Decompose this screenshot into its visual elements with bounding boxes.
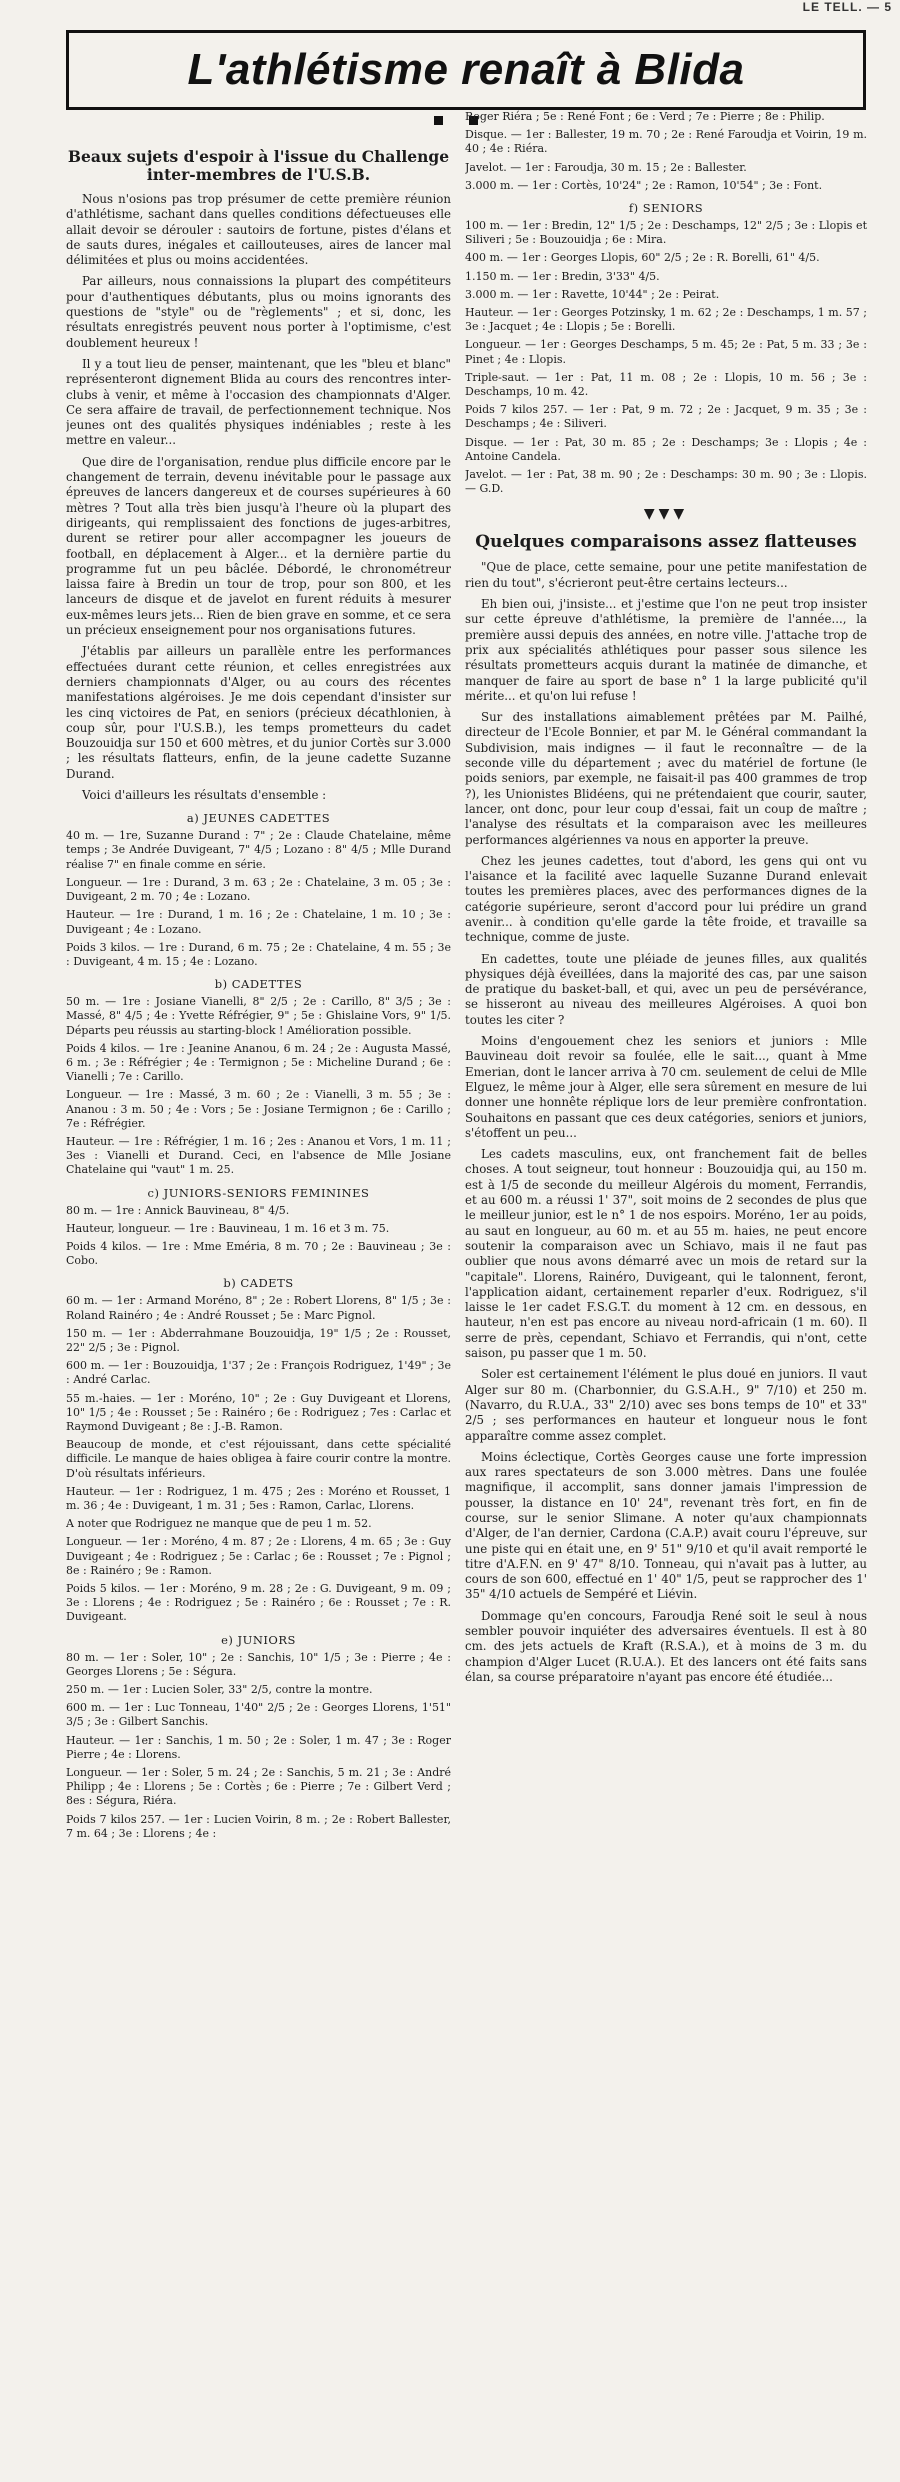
result-entry: Poids 4 kilos. — 1re : Mme Eméria, 8 m. 70 ; 2e : Bauvineau ; 3e : Cobo. bbox=[66, 1239, 451, 1268]
left-subhead: Beaux sujets d'espoir à l'issue du Challenge inter-membres de l'U.S.B. bbox=[67, 148, 450, 184]
result-entry: 1.150 m. — 1er : Bredin, 3'33" 4/5. bbox=[465, 269, 660, 283]
result-entry: 150 m. — 1er : Abderrahmane Bouzouidja, 19" 1/5 ; 2e : Rousset, 22" 2/5 ; 3e : Pignol. bbox=[66, 1326, 451, 1354]
result-entry: Roger Riéra ; 5e : René Font ; 6e : Verd ; 7e : Pierre ; 8e : Philip. bbox=[465, 110, 825, 123]
result-entry: 40 m. — 1re, Suzanne Durand : 7" ; 2e : Claude Chatelaine, même temps ; 3e Andrée Duvigeant, 7" 4/5 ; Lozano : 8" 4/5 ; Mlle Durand réalise 7" en finale comme en série. bbox=[66, 829, 451, 871]
result-entry: Poids 3 kilos. — 1re : Durand, 6 m. 75 ; 2e : Chatelaine, 4 m. 55 ; 3e : Duvigeant, 4 m. 15 ; 4e : Lozano. bbox=[66, 940, 451, 968]
section-heading: b) CADETS bbox=[223, 1276, 294, 1291]
result-entry: Poids 7 kilos 257. — 1er : Pat, 9 m. 72 ; 2e : Jacquet, 9 m. 35 ; 3e : Deschamps ; 4e : Siliveri. bbox=[465, 403, 867, 431]
paragraph: Chez les jeunes cadettes, tout d'abord, les gens qui ont vu l'aisance et la facilité avec laquelle Suzanne Durand enlevait toutes les premières places, avec des performances dignes de la catégorie supérieure, seront d'accord pour lui prédire un grand avenir... à condition qu'elle garde la tête froide, et travaille sa technique, comme de juste. bbox=[465, 853, 867, 945]
paragraph: "Que de place, cette semaine, pour une petite manifestation de rien du tout", s'écrieront peut-être certains lecteurs... bbox=[465, 560, 867, 590]
triangle-divider-icon: ▼▼▼ bbox=[643, 506, 689, 523]
paragraph: En cadettes, toute une pléiade de jeunes filles, aux qualités physiques déjà éveillées, dans la majorité des cas, par une saison de pratique du basket-ball, et qui, avec un peu de persévérance, se hisseront au niveau des meilleures Algéroises. A quoi bon toutes les citer ? bbox=[465, 951, 867, 1027]
result-entry: 250 m. — 1er : Lucien Soler, 33" 2/5, contre la montre. bbox=[66, 1683, 373, 1697]
result-entry: Longueur. — 1er : Georges Deschamps, 5 m. 45; 2e : Pat, 5 m. 33 ; 3e : Pinet ; 4e : Llopis. bbox=[465, 338, 867, 366]
result-entry: Hauteur. — 1er : Sanchis, 1 m. 50 ; 2e : Soler, 1 m. 47 ; 3e : Roger Pierre ; 4e : Llorens. bbox=[66, 1733, 451, 1761]
paragraph: Sur des installations aimablement prêtées par M. Pailhé, directeur de l'Ecole Bonnier, et par M. le Général commandant la Subdivision, mais indignes — il faut le reconnaître — de la seconde ville du département ; avec du matériel de fortune (le poids seniors, par exemple, ne faisait-il pas 400 grammes de trop ?), les Unionistes Blidéens, qui ne prétendaient que courir, sauter, lancer, ont donc, pour leur coup d'essai, fait un coup de maître ; l'analyse des résultats et la comparaison avec les meilleures performances algériennes va nous en apporter la preuve. bbox=[465, 710, 867, 847]
section-heading: a) JEUNES CADETTES bbox=[186, 811, 331, 826]
paragraph: Que dire de l'organisation, rendue plus difficile encore par le changement de terrain, devenu inévitable pour le passage aux épreuves de lancers dangereux et de courses supérieures à 60 mètres ? Tout alla très bien jusqu'à l'heure où la plupart des dirigeants, qui remplissaient des fonctions de juges-arbitres, durent se retirer pour aller accompagner les joueurs de football, en déplacement à Alger... et la dernière partie du programme fut un peu bâclée. Débordé, le chronométreur laissa faire à Bredin un tour de trop, pour son 800, et les lanceurs de disque et de javelot en furent réduits à mesurer eux-mêmes leurs jets... Rien de bien grave en somme, et ce sera un précieux enseignement pour nos organisations futures. bbox=[66, 454, 451, 638]
result-entry: 80 m. — 1re : Annick Bauvineau, 8" 4/5. bbox=[66, 1203, 290, 1217]
result-entry: Poids 4 kilos. — 1re : Jeanine Ananou, 6 m. 24 ; 2e : Augusta Massé, 6 m. ; 3e : Réfrégier ; 4e : Termignon ; 5e : Micheline Durand ; 6e : Vianelli ; 7e : Carillo. bbox=[66, 1041, 451, 1084]
result-entry: Javelot. — 1er : Pat, 38 m. 90 ; 2e : Deschamps: 30 m. 90 ; 3e : Llopis. — G.D. bbox=[465, 468, 867, 496]
result-entry: Javelot. — 1er : Faroudja, 30 m. 15 ; 2e : Ballester. bbox=[465, 160, 747, 174]
result-entry: 50 m. — 1re : Josiane Vianelli, 8" 2/5 ; 2e : Carillo, 8" 3/5 ; 3e : Massé, 8" 4/5 ; 4e : Yvette Réfrégier, 9" ; 5e : Ghislaine Vors, 9" 1/5. Départs peu réussis au starting-block ! Amélioration possible. bbox=[66, 995, 451, 1037]
paragraph: J'établis par ailleurs un parallèle entre les performances effectuées durant cette réunion, et celles enregistrées aux derniers championnats d'Alger, ou au cours des récentes manifestations algéroises. Je me dois cependant d'insister sur les cinq victoires de Pat, en seniors (précieux décathlonien, à coup sûr, pour l'U.S.B.), les temps prometteurs du cadet Bouzouidja sur 150 et 600 mètres, et du junior Cortès sur 3.000 ; les résultats flatteurs, enfin, de la jeune cadette Suzanne Durand. bbox=[66, 644, 451, 781]
left-column bbox=[66, 148, 451, 2482]
headline-box bbox=[66, 30, 866, 110]
result-entry: Poids 7 kilos 257. — 1er : Lucien Voirin, 8 m. ; 2e : Robert Ballester, 7 m. 64 ; 3e : Llorens ; 4e : bbox=[66, 1812, 451, 1840]
paragraph: Nous n'osions pas trop présumer de cette première réunion d'athlétisme, sachant dans quelles conditions défectueuses elle allait devoir se dérouler : sautoirs de fortune, pistes d'élans et de sauts dures, inégales et caillouteuses, aires de lancer mal délimitées et plus ou moins accidentées. bbox=[66, 192, 451, 268]
paragraph: Moins éclectique, Cortès Georges cause une forte impression aux rares spectateurs de son 3.000 mètres. Dans une foulée magnifique, il accomplit, sans donner jamais l'impression de pousser, la distance en 10' 24", revenant très fort, en fin de course, sur le senior Slimane. A noter qu'aux championnats d'Alger, de l'an dernier, Cardona (C.A.P.) avait couru l'épreuve, sur une piste qui en était une, en 9' 51" 9/10 et qu'il avait remporté le titre d'A.F.N. en 9' 47" 8/10. Tonneau, qui n'avait pas à lutter, au cours de son 600, effectué en 1' 40" 1/5, peut se rapprocher des 1' 35" 4/10 actuels de Sempéré et Liévin. bbox=[465, 1449, 867, 1602]
result-entry: Beaucoup de monde, et c'est réjouissant, dans cette spécialité difficile. Le manque de haies obligea à faire courir contre la montre. D'où résultats inférieurs. bbox=[66, 1438, 451, 1480]
result-entry: Poids 5 kilos. — 1er : Moréno, 9 m. 28 ; 2e : G. Duvigeant, 9 m. 09 ; 3e : Llorens ; 4e : Rodriguez ; 5e : Rainéro ; 6e : Rousset ; 7e : R. Duvigeant. bbox=[66, 1582, 451, 1624]
right-subhead: Quelques comparaisons assez flatteuses bbox=[475, 532, 857, 553]
result-entry: 55 m.-haies. — 1er : Moréno, 10" ; 2e : Guy Duvigeant et Llorens, 10" 1/5 ; 4e : Rousset ; 5e : Rainéro ; 6e : Rodriguez ; 7es : Carlac et Raymond Duvigeant ; 8e : J.-B. Ramon. bbox=[66, 1391, 451, 1433]
section-heading: b) CADETTES bbox=[214, 977, 303, 992]
paragraph: Moins d'engouement chez les seniors et juniors : Mlle Bauvineau doit revoir sa foulée, elle le sait..., quant à Mme Emerian, dont le lancer arriva à 70 cm. seulement de celui de Mlle Elguez, le même jour à Alger, elle sera sûrement en mesure de lui donner une honnête réplique lors de leur première confrontation. Souhaitons en passant que ces deux catégories, seniors et juniors, s'étoffent un peu... bbox=[465, 1034, 867, 1140]
square-icon bbox=[434, 116, 443, 125]
paragraph: Les cadets masculins, eux, ont franchement fait de belles choses. A tout seigneur, tout honneur : Bouzouidja qui, au 150 m. est à 1/5 de seconde du meilleur Algérois du moment, Ferrandis, et au 600 m. a réussi 1' 37", soit moins de 2 secondes de plus que le meilleur junior, est le n° 1 de nos espoirs. Moréno, 1er au poids, au saut en longueur, au 60 m. et au 55 m. haies, ne peut encore soutenir la comparaison avec un Schiavo, mais il ne faut pas oublier que nous avons démarré avec un mois de retard sur la "capitale". Llorens, Rainéro, Duvigeant, qui le talonnent, feront, l'application aidant, certainement reparler d'eux. Rodriguez, s'il laisse le 1er cadet F.S.G.T. du moment à 12 cm. en dessous, en hauteur, n'en est pas encore au niveau nord-africain (1 m. 60). Il serre de près, cependant, Schiavo et Ferrandis, qui n'ont, cette saison, pu passer que 1 m. 50. bbox=[465, 1147, 867, 1361]
paragraph: Voici d'ailleurs les résultats d'ensemble : bbox=[82, 787, 327, 802]
result-entry: A noter que Rodriguez ne manque que de peu 1 m. 52. bbox=[66, 1517, 372, 1531]
paragraph: Dommage qu'en concours, Faroudja René soit le seul à nous sembler pouvoir inquiéter des adversaires éventuels. Il est à 80 cm. des jets actuels de Kraft (R.S.A.), et à moins de 3 m. du champion d'Alger Lucet (R.U.A.). Et des lancers ont été faits sans élan, sa course préparatoire n'ayant pas encore été étudiée... bbox=[465, 1608, 867, 1684]
result-entry: 400 m. — 1er : Georges Llopis, 60" 2/5 ; 2e : R. Borelli, 61" 4/5. bbox=[465, 251, 820, 265]
result-entry: Disque. — 1er : Pat, 30 m. 85 ; 2e : Deschamps; 3e : Llopis ; 4e : Antoine Candela. bbox=[465, 435, 867, 463]
section-heading: f) SENIORS bbox=[628, 201, 704, 216]
result-entry: Longueur. — 1er : Moréno, 4 m. 87 ; 2e : Llorens, 4 m. 65 ; 3e : Guy Duvigeant ; 4e : Rodriguez ; 5e : Carlac ; 6e : Rousset ; 7e : Pignol ; 8e : Rainéro ; 9e : Ramon. bbox=[66, 1535, 451, 1577]
running-head: LE TELL. — 5 bbox=[802, 0, 892, 14]
result-entry: 80 m. — 1er : Soler, 10" ; 2e : Sanchis, 10" 1/5 ; 3e : Pierre ; 4e : Georges Llorens ; 5e : Ségura. bbox=[66, 1650, 451, 1678]
result-entry: Longueur. — 1re : Massé, 3 m. 60 ; 2e : Vianelli, 3 m. 55 ; 3e : Ananou : 3 m. 50 ; 4e : Vors ; 5e : Josiane Termignon ; 6e : Carillo ; 7e : Réfrégier. bbox=[66, 1088, 451, 1130]
result-entry: Triple-saut. — 1er : Pat, 11 m. 08 ; 2e : Llopis, 10 m. 56 ; 3e : Deschamps, 10 m. 42. bbox=[465, 370, 867, 399]
result-entry: 3.000 m. — 1er : Cortès, 10'24" ; 2e : Ramon, 10'54" ; 3e : Font. bbox=[465, 178, 823, 192]
paragraph: Par ailleurs, nous connaissions la plupart des compétiteurs pour d'authentiques débutants, plus ou moins ignorants des questions de "style" ou de "règlements" ; et si, donc, les résultats enregistrés peuvent nous porter à l'optimisme, c'est doublement heureux ! bbox=[66, 274, 451, 350]
paragraph: Eh bien oui, j'insiste... et j'estime que l'on ne peut trop insister sur cette épreuve d'athlétisme, la première de l'année..., la première aussi depuis des années, en notre ville. J'attache trop de prix aux spécialités athlétiques pour passer sous silence les résultats prometteurs acquis durant la matinée de dimanche, et manquer de faire au sport de base n° 1 la large publicité qu'il mérite... et qu'on lui refuse ! bbox=[465, 597, 867, 703]
section-heading: e) JUNIORS bbox=[221, 1632, 296, 1647]
right-column bbox=[465, 110, 867, 2482]
result-entry: Longueur. — 1er : Soler, 5 m. 24 ; 2e : Sanchis, 5 m. 21 ; 3e : André Philipp ; 4e : Llorens ; 5e : Cortès ; 6e : Pierre ; 7e : Gilbert Verd ; 8es : Ségura, Riéra. bbox=[66, 1766, 451, 1808]
result-entry: 60 m. — 1er : Armand Moréno, 8" ; 2e : Robert Llorens, 8" 1/5 ; 3e : Roland Rainéro ; 4e : André Rousset ; 5e : Marc Pignol. bbox=[66, 1294, 451, 1322]
result-entry: Hauteur. — 1re : Durand, 1 m. 16 ; 2e : Chatelaine, 1 m. 10 ; 3e : Duvigeant ; 4e : Lozano. bbox=[66, 908, 451, 936]
paragraph: Il y a tout lieu de penser, maintenant, que les "bleu et blanc" représenteront dignement Blida au cours des rencontres inter-clubs à venir, et même à l'occasion des championnats d'Alger. Ce sera affaire de travail, de perfectionnement technique. Nos jeunes ont des qualités physiques indéniables ; reste à les mettre en valeur... bbox=[66, 356, 451, 448]
result-entry: Hauteur, longueur. — 1re : Bauvineau, 1 m. 16 et 3 m. 75. bbox=[66, 1221, 390, 1235]
result-entry: Disque. — 1er : Ballester, 19 m. 70 ; 2e : René Faroudja et Voirin, 19 m. 40 ; 4e : Riéra. bbox=[465, 128, 867, 156]
paragraph: Soler est certainement l'élément le plus doué en juniors. Il vaut Alger sur 80 m. (Charbonnier, du G.S.A.H., 9" 7/10) et 250 m. (Navarro, du R.U.A., 33" 2/10) avec ses bons temps de 10" et 33" 2/5 ; ses performances en hauteur et longueur nous le font apparaître comme assez complet. bbox=[465, 1367, 867, 1443]
result-entry: Longueur. — 1re : Durand, 3 m. 63 ; 2e : Chatelaine, 3 m. 05 ; 3e : Duvigeant, 2 m. 70 ; 4e : Lozano. bbox=[66, 875, 451, 904]
result-entry: 600 m. — 1er : Bouzouidja, 1'37 ; 2e : François Rodriguez, 1'49" ; 3e : André Carlac. bbox=[66, 1359, 451, 1387]
result-entry: 600 m. — 1er : Luc Tonneau, 1'40" 2/5 ; 2e : Georges Llorens, 1'51" 3/5 ; 3e : Gilbert Sanchis. bbox=[66, 1701, 451, 1729]
result-entry: 100 m. — 1er : Bredin, 12" 1/5 ; 2e : Deschamps, 12" 2/5 ; 3e : Llopis et Siliveri ; 5e : Bouzouidja ; 6e : Mira. bbox=[465, 219, 867, 247]
result-entry: Hauteur. — 1er : Rodriguez, 1 m. 475 ; 2es : Moréno et Rousset, 1 m. 36 ; 4e : Duvigeant, 1 m. 31 ; 5es : Ramon, Carlac, Llorens. bbox=[66, 1484, 451, 1512]
section-heading: c) JUNIORS-SENIORS FEMININES bbox=[147, 1185, 370, 1200]
result-entry: 3.000 m. — 1er : Ravette, 10'44" ; 2e : Peirat. bbox=[465, 287, 720, 301]
headline: L'athlétisme renaît à Blida bbox=[187, 45, 745, 94]
result-entry: Hauteur. — 1re : Réfrégier, 1 m. 16 ; 2es : Ananou et Vors, 1 m. 11 ; 3es : Vianelli et Durand. Ceci, en l'absence de Mlle Josiane Chatelaine qui "vaut" 1 m. 25. bbox=[66, 1134, 451, 1177]
result-entry: Hauteur. — 1er : Georges Potzinsky, 1 m. 62 ; 2e : Deschamps, 1 m. 57 ; 3e : Jacquet ; 4e : Llopis ; 5e : Borelli. bbox=[465, 306, 867, 334]
